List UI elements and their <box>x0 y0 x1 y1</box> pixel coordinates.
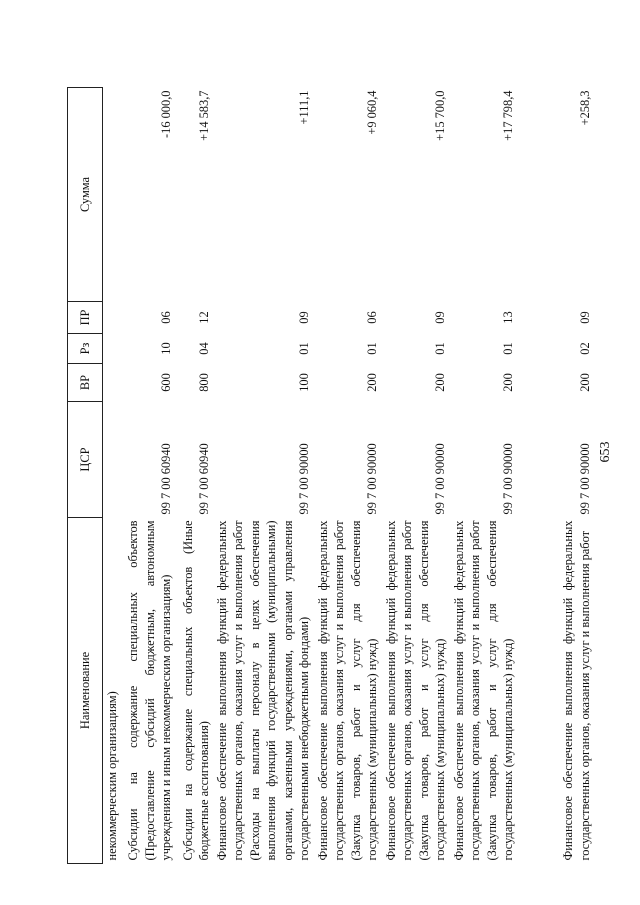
row-sum: +111,1 <box>297 90 311 125</box>
row-rz: 04 <box>197 342 211 355</box>
column-header-rz: Рз <box>68 334 103 364</box>
row-rz: 01 <box>501 342 515 355</box>
row-csr: 99 7 00 90000 <box>297 443 311 515</box>
row-name: Финансовое обеспечение выполнения функций федеральных государственных органов, оказания услуг и выполнения работ (Закупка товаров, работ и услуг для обеспечения государственных (муниципальных) нужд) <box>383 520 447 861</box>
column-header-csr: ЦСР <box>68 402 103 518</box>
row-rz: 02 <box>577 342 592 355</box>
rotated-table-container <box>67 88 593 864</box>
table-row <box>517 88 594 864</box>
budget-table <box>67 87 593 864</box>
row-rz: 10 <box>159 342 173 355</box>
row-pr: 12 <box>197 311 211 324</box>
row-name: Субсидии на содержание специальных объектов (Иные бюджетные ассигнования) <box>180 520 211 861</box>
row-vr: 600 <box>159 373 173 392</box>
row-vr: 200 <box>365 373 379 392</box>
row-name: Финансовое обеспечение выполнения функций федеральных государственных органов, оказания услуг и выполнения работ <box>561 520 592 861</box>
table-row <box>175 88 213 864</box>
row-vr: 200 <box>501 373 515 392</box>
table-row <box>449 88 517 864</box>
row-pr: 06 <box>365 311 379 324</box>
row-pr <box>103 302 121 334</box>
row-name: некоммерческим организациям) <box>105 691 119 861</box>
table-row <box>313 88 381 864</box>
page-number: 653 <box>598 441 613 463</box>
row-vr: 100 <box>297 373 311 392</box>
row-pr: 09 <box>433 311 447 324</box>
row-rz: 01 <box>433 342 447 355</box>
row-sum: +258,3 <box>577 90 592 126</box>
row-sum: +17 798,4 <box>501 90 515 141</box>
row-csr: 99 7 00 90000 <box>501 443 515 515</box>
row-vr: 800 <box>197 373 211 392</box>
row-pr: 06 <box>159 311 173 324</box>
column-header-sum: Сумма <box>68 88 103 302</box>
table-header-row <box>68 88 103 864</box>
row-csr: 99 7 00 90000 <box>365 443 379 515</box>
row-csr: 99 7 00 90000 <box>433 443 447 515</box>
row-sum <box>103 88 121 302</box>
row-rz: 01 <box>365 342 379 355</box>
row-csr: 99 7 00 60940 <box>197 443 211 515</box>
table-row <box>381 88 449 864</box>
table-row <box>103 88 121 864</box>
row-vr: 200 <box>577 373 592 392</box>
row-name: Финансовое обеспечение выполнения функций федеральных государственных органов, оказания услуг и выполнения работ (Расходы на выплаты персоналу в целях обеспечения выполнения функций государственными (муниципальными) органами, казенными учреждениями, органами управления государственными внебюджетными фондами) <box>214 520 311 861</box>
row-name: Финансовое обеспечение выполнения функций федеральных государственных органов, оказания услуг и выполнения работ (Закупка товаров, работ и услуг для обеспечения государственных (муниципальных) нужд) <box>315 520 379 861</box>
row-csr <box>103 402 121 518</box>
row-csr: 99 7 00 90000 <box>577 443 592 515</box>
row-pr: 13 <box>501 311 515 324</box>
table-row <box>121 88 175 864</box>
row-sum: +9 060,4 <box>365 90 379 135</box>
row-sum: +14 583,7 <box>197 90 211 141</box>
column-header-vr: ВР <box>68 364 103 402</box>
row-csr: 99 7 00 60940 <box>159 443 173 515</box>
row-pr: 09 <box>577 311 592 324</box>
row-sum: -16 000,0 <box>159 90 173 138</box>
column-header-pr: ПР <box>68 302 103 334</box>
row-vr: 200 <box>433 373 447 392</box>
row-name: Субсидии на содержание специальных объектов (Предоставление субсидий бюджетным, автономным учреждениям и иным некоммерческим организациям) <box>126 520 173 861</box>
table-row <box>213 88 313 864</box>
row-vr <box>103 364 121 402</box>
row-rz: 01 <box>297 342 311 355</box>
row-rz <box>103 334 121 364</box>
row-sum: +15 700,0 <box>433 90 447 141</box>
column-header-name: Наименование <box>68 518 103 864</box>
row-pr: 09 <box>297 311 311 324</box>
row-name: Финансовое обеспечение выполнения функций федеральных государственных органов, оказания услуг и выполнения работ (Закупка товаров, работ и услуг для обеспечения государственных (муниципальных) нужд) <box>451 520 515 861</box>
